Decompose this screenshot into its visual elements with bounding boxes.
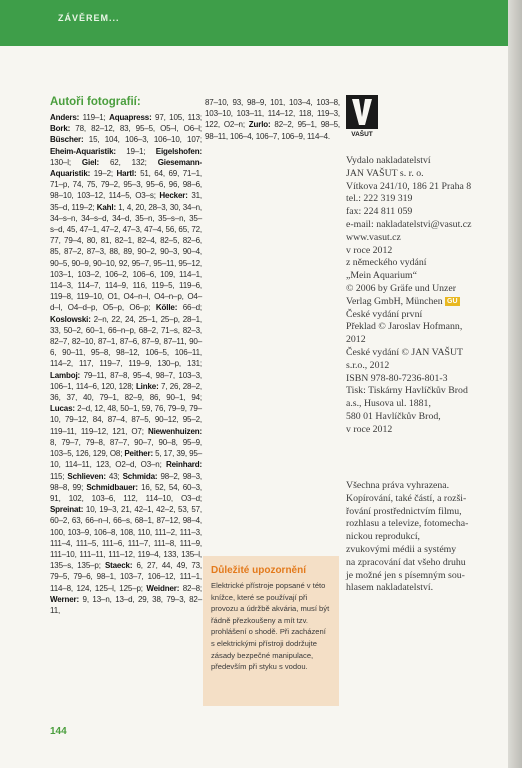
important-notice-box [203, 556, 339, 706]
publisher-line: Překlad © Jaroslav Hofmann, [346, 321, 463, 333]
header-band [0, 0, 522, 46]
author-name: Spreinat: [50, 505, 84, 515]
author-page-refs: 6, 27, 44, 49, 73, 79–5, 79–6, 98–1, 103–7, 106–12, 111–1, 114–8, 124, 125–l, 125–p; [50, 561, 203, 593]
author-name: Reinhard: [166, 460, 202, 470]
authors-column [50, 96, 202, 616]
page-spine-shadow [508, 0, 522, 768]
authors-index [50, 112, 202, 616]
author-name: Hartl: [116, 169, 137, 179]
publisher-line: www.vasut.cz [346, 231, 401, 243]
notice-body: Elektrické přístroje popsané v této knížce, které se používají při provozu a údržbě akvária, musí být řádně přezkoušeny a mít tzv. prohlášení o shodě. Při zacházení s elektrickými přístroji dodržujte zásady bezpečné manipulace, především při styku s vodou. [211, 581, 330, 672]
rights-line: zvukovými médii a systémy [346, 543, 457, 555]
author-page-refs: 130–l; [50, 157, 82, 167]
author-page-refs: 43; [105, 471, 123, 481]
publisher-line: tel.: 222 319 319 [346, 193, 413, 205]
rights-line: rozhlasu a televize, fotomecha- [346, 518, 469, 530]
author-page-refs: 97, 105, 113; [151, 113, 202, 122]
publisher-line: 580 01 Havlíčkův Brod, [346, 410, 441, 422]
publisher-line: ISBN 978-80-7236-801-3 [346, 372, 448, 384]
author-name: Linke: [135, 381, 159, 391]
author-name: Niewenhuizen: [147, 426, 202, 436]
publisher-line: z německého vydání [346, 257, 427, 269]
author-name: Peither: [124, 449, 153, 459]
publisher-line: a.s., Husova ul. 1881, [346, 398, 431, 410]
publisher-info [346, 155, 516, 437]
author-name: Weidner: [146, 583, 180, 593]
author-name: Schmida: [122, 471, 158, 481]
author-page-refs: 1, 4, 20, 28–3, 30, 34–n, 34–s–n, 34–s–d, 34–d, 35–n, 35–s–n, 35–s–d, 45, 47–1, 47–2, 47–3, 47–4, 56, 65, 72, 77, 79–4, 80, 81, 82–1, 82–4, 82–5, 82–6, 85, 87–2, 87–3, 88, 89, 90–2, 90–3, 90–4, 90–5, 90–9, 90–10, 92, 95–7, 95–11, 95–12, 103–1, 103–2, 106–2, 106–6, 109, 114–1, 114–3, 114–7, 114–9, 116, 119–5, 119–6, 119–8, 119–10, O1, O4–n–l, O4–n–p, O4–d–l, O4–d–p, O5–p, O6–p; [50, 202, 203, 313]
author-name: Anders: [50, 113, 80, 122]
author-name: Eigelshofen: [155, 146, 202, 156]
author-name: Hecker: [159, 191, 188, 201]
publisher-line: fax: 224 811 059 [346, 206, 413, 218]
author-name: Eheim-Aquaristik: [50, 146, 116, 156]
author-name: Giesemann-Aquaristik: [50, 157, 202, 179]
author-page-refs: 119–1; [79, 113, 110, 122]
rights-line: na zpracování dat všeho druhu [346, 556, 466, 568]
publisher-line: © 2006 by Gräfe und Unzer [346, 282, 457, 294]
author-page-refs: 15, 104, 106–3, 106–10, 107; [83, 135, 202, 145]
author-page-refs: 79–11, 87–8, 95–4, 98–7, 103–3, 106–1, 114–6, 120, 128; [50, 370, 202, 391]
publisher-line: s.r.o., 2012 [346, 359, 390, 371]
notice-title: Důležité upozornění [211, 565, 306, 576]
author-page-refs: 78, 82–12, 83, 95–5, O5–l, O6–l; [70, 124, 202, 134]
logo-text: VAŠUT [351, 131, 373, 137]
publisher-line: České vydání © JAN VAŠUT [346, 346, 464, 358]
author-page-refs: 10, 19–3, 21, 42–1, 42–2, 53, 57, 60–2, 63, 66–n–l, 66–s, 68–1, 87–12, 98–4, 100, 103–9, 106–8, 108, 110, 111–2, 111–3, 111–4, 111–5, 111–6, 111–7, 111–8, 111–9, 111–10, 111–11, 111–12, 119–4, 133, 135–l, 135–s, 135–p; [50, 505, 202, 571]
author-name: Büscher: [50, 135, 84, 145]
author-name: Kahl: [96, 202, 116, 212]
author-name: Werner: [50, 594, 80, 604]
rights-line: Všechna práva vyhrazena. [346, 480, 450, 491]
publisher-line: Vydalo nakladatelství [346, 155, 431, 166]
author-page-refs: 87–10, 93, 98–9, 101, 103–4, 103–8, 103–10, 103–11, 114–12, 118, 119–3, 122, O2–n; [205, 98, 340, 130]
author-page-refs: 66–d; [177, 303, 202, 313]
vasut-logo [346, 95, 378, 137]
author-page-refs: 31, 35–d, 119–2; [50, 191, 203, 212]
rights-line: nickou reprodukcí, [346, 531, 420, 543]
publisher-line: „Mein Aquarium“ [346, 270, 418, 282]
author-page-refs: 9, 13–n, 13–d, 29, 38, 79–3, 82–11, [50, 594, 202, 615]
author-page-refs: 115; [50, 471, 68, 481]
publisher-line: JAN VAŠUT s. r. o. [346, 167, 424, 179]
author-page-refs: 7, 26, 28–2, 36, 37, 40, 79–1, 82–9, 86, 90–1, 94; [50, 381, 203, 403]
author-page-refs: 2–n, 22, 24, 25–1, 25–p, 28–1, 33, 50–2, 60–1, 66–n–p, 68–2, 71–s, 82–3, 82–7, 82–10, 87–1, 87–6, 87–9, 87–11, 90–6, 90–11, 95–8, 98–12, 106–5, 106–11, 114–2, 117, 119–7, 119–9, 130–p, 131; [50, 314, 202, 369]
publisher-line: České vydání první [346, 308, 423, 320]
rights-line: je možné jen s písemným sou- [346, 569, 465, 581]
publisher-line: Vítkova 241/10, 186 21 Praha 8 [346, 180, 472, 192]
author-page-refs: 51, 64, 69, 71–1, 71–p, 74, 75, 79–2, 95–3, 95–6, 96, 98–6, 98–10, 103–12, 114–5, O3–s; [50, 169, 202, 201]
publisher-line: v roce 2012 [346, 244, 393, 256]
author-name: Aquapress: [109, 113, 152, 122]
author-name: Koslowski: [50, 314, 91, 324]
rights-line: hlasem nakladatelství. [346, 582, 434, 594]
author-page-refs: 98–2, 98–3, 98–8, 99; [50, 471, 202, 492]
gu-badge: GU [447, 297, 458, 305]
author-page-refs: 19–1; [115, 146, 156, 156]
publisher-line: Tisk: Tiskárny Havlíčkův Brod [346, 385, 468, 397]
author-name: Kölle: [155, 303, 178, 313]
publisher-line: v roce 2012 [346, 423, 393, 435]
author-page-refs: 2–d, 12, 48, 50–1, 59, 76, 79–9, 79–10, 79–12, 84, 87–4, 87–5, 90–12, 95–2, 119–11, 119–12, 121, O7; [50, 404, 202, 436]
author-page-refs: 82–2, 95–1, 98–5, 98–11, 106–4, 106–7, 106–9, 114–4. [205, 120, 340, 141]
section-label: ZÁVĚREM... [58, 13, 120, 23]
publisher-line: e-mail: nakladatelstvi@vasut.cz [346, 218, 472, 230]
rights-notice [346, 480, 496, 595]
author-name: Staeck: [104, 561, 133, 571]
author-name: Bork: [50, 124, 71, 134]
page-number: 144 [50, 726, 67, 737]
author-name: Schmidbauer: [86, 482, 138, 492]
author-name: Lucas: [50, 404, 75, 414]
author-name: Schlieven: [67, 471, 106, 481]
publisher-line: Verlag GmbH, München GU [346, 295, 458, 307]
rights-line: řování prostřednictvím filmu, [346, 505, 462, 517]
authors-index-continued [205, 97, 340, 142]
author-page-refs: 5, 17, 39, 95–10, 114–11, 123, O2–d, O3–n; [50, 449, 202, 470]
author-page-refs: 8, 79–7, 79–8, 87–7, 90–7, 90–8, 95–9, 103–5, 126, 129, O8; [50, 437, 202, 459]
authors-heading: Autoři fotografií: [50, 96, 141, 108]
author-name: Zurlo: [248, 120, 271, 130]
author-name: Lamboj: [50, 370, 81, 380]
author-page-refs: 82–8; [179, 583, 203, 593]
rights-line: Kopírování, také částí, a rozši- [346, 492, 467, 504]
author-page-refs: 19–2; [90, 169, 117, 179]
author-name: Giel: [81, 157, 99, 167]
author-page-refs: 62, 132; [98, 157, 158, 167]
authors-column-continued [205, 97, 340, 142]
author-page-refs: 16, 52, 54, 60–3, 91, 102, 103–6, 112, 114–10, O3–d; [50, 482, 203, 503]
publisher-line: 2012 [346, 334, 366, 346]
